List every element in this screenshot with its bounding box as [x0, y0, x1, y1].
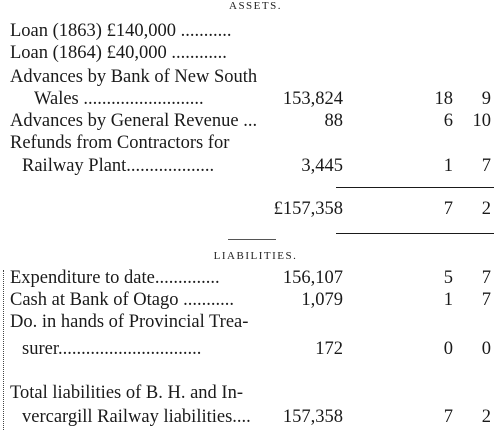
assets-total-rule — [336, 233, 494, 234]
asset-label: Loan (1863) £140,000 ........... — [10, 21, 232, 41]
liability-label: Cash at Bank of Otago ........... — [10, 290, 235, 310]
asset-row-advances-bank — [0, 67, 495, 87]
asset-row-refunds — [0, 133, 495, 153]
liability-row-total-liabilities — [0, 383, 495, 403]
asset-pence: 7 — [481, 156, 491, 176]
asset-row-wales — [0, 89, 495, 109]
asset-row-loan-1863 — [0, 21, 495, 41]
liability-row-provincial-treasurer — [0, 312, 495, 332]
liability-pence: 0 — [481, 339, 491, 359]
assets-heading: ASSETS. — [229, 0, 282, 12]
liability-label: surer............................... — [22, 339, 202, 359]
assets-total-shillings: 7 — [443, 199, 453, 219]
asset-pounds: 3,445 — [301, 156, 343, 176]
liability-label: Total liabilities of B. H. and In- — [10, 383, 243, 403]
section-divider — [228, 239, 276, 240]
liability-shillings: 5 — [443, 268, 453, 288]
asset-label: Advances by General Revenue ... — [10, 111, 258, 131]
assets-sum-rule — [336, 187, 494, 188]
liability-row-surer — [0, 339, 495, 359]
liability-pounds: 1,079 — [301, 290, 343, 310]
liability-pounds: 156,107 — [282, 268, 343, 288]
liability-row-invercargill — [0, 407, 495, 427]
liabilities-heading: LIABILITIES. — [213, 250, 298, 262]
liability-label: vercargill Railway liabilities.... — [22, 407, 251, 427]
asset-shillings: 1 — [443, 156, 453, 176]
asset-shillings: 18 — [434, 89, 453, 109]
liability-pounds: 157,358 — [282, 407, 343, 427]
asset-row-railway-plant — [0, 156, 495, 176]
asset-label: Loan (1864) £40,000 ............ — [10, 43, 227, 63]
liability-pence: 7 — [481, 290, 491, 310]
liability-shillings: 0 — [443, 339, 453, 359]
asset-row-loan-1864 — [0, 43, 495, 63]
asset-label: Advances by Bank of New South — [10, 67, 258, 87]
assets-total-row — [0, 199, 495, 219]
liability-shillings: 1 — [443, 290, 453, 310]
asset-label: Wales .......................... — [34, 89, 204, 109]
liability-pounds: 172 — [315, 339, 343, 359]
liability-label: Do. in hands of Provincial Trea- — [10, 312, 249, 332]
asset-shillings: 6 — [443, 111, 453, 131]
asset-pence: 10 — [472, 111, 491, 131]
asset-row-general-revenue — [0, 111, 495, 131]
asset-pounds: 153,824 — [282, 89, 343, 109]
assets-total-pounds: £157,358 — [273, 199, 343, 219]
liability-pence: 2 — [481, 407, 491, 427]
liability-row-expenditure — [0, 268, 495, 288]
liability-row-cash-otago — [0, 290, 495, 310]
asset-label: Refunds from Contractors for — [10, 133, 230, 153]
asset-pounds: 88 — [324, 111, 343, 131]
asset-label: Railway Plant................... — [22, 156, 215, 176]
liability-pence: 7 — [481, 268, 491, 288]
asset-pence: 9 — [481, 89, 491, 109]
liability-label: Expenditure to date.............. — [10, 268, 220, 288]
liability-shillings: 7 — [443, 407, 453, 427]
assets-total-pence: 2 — [481, 199, 491, 219]
